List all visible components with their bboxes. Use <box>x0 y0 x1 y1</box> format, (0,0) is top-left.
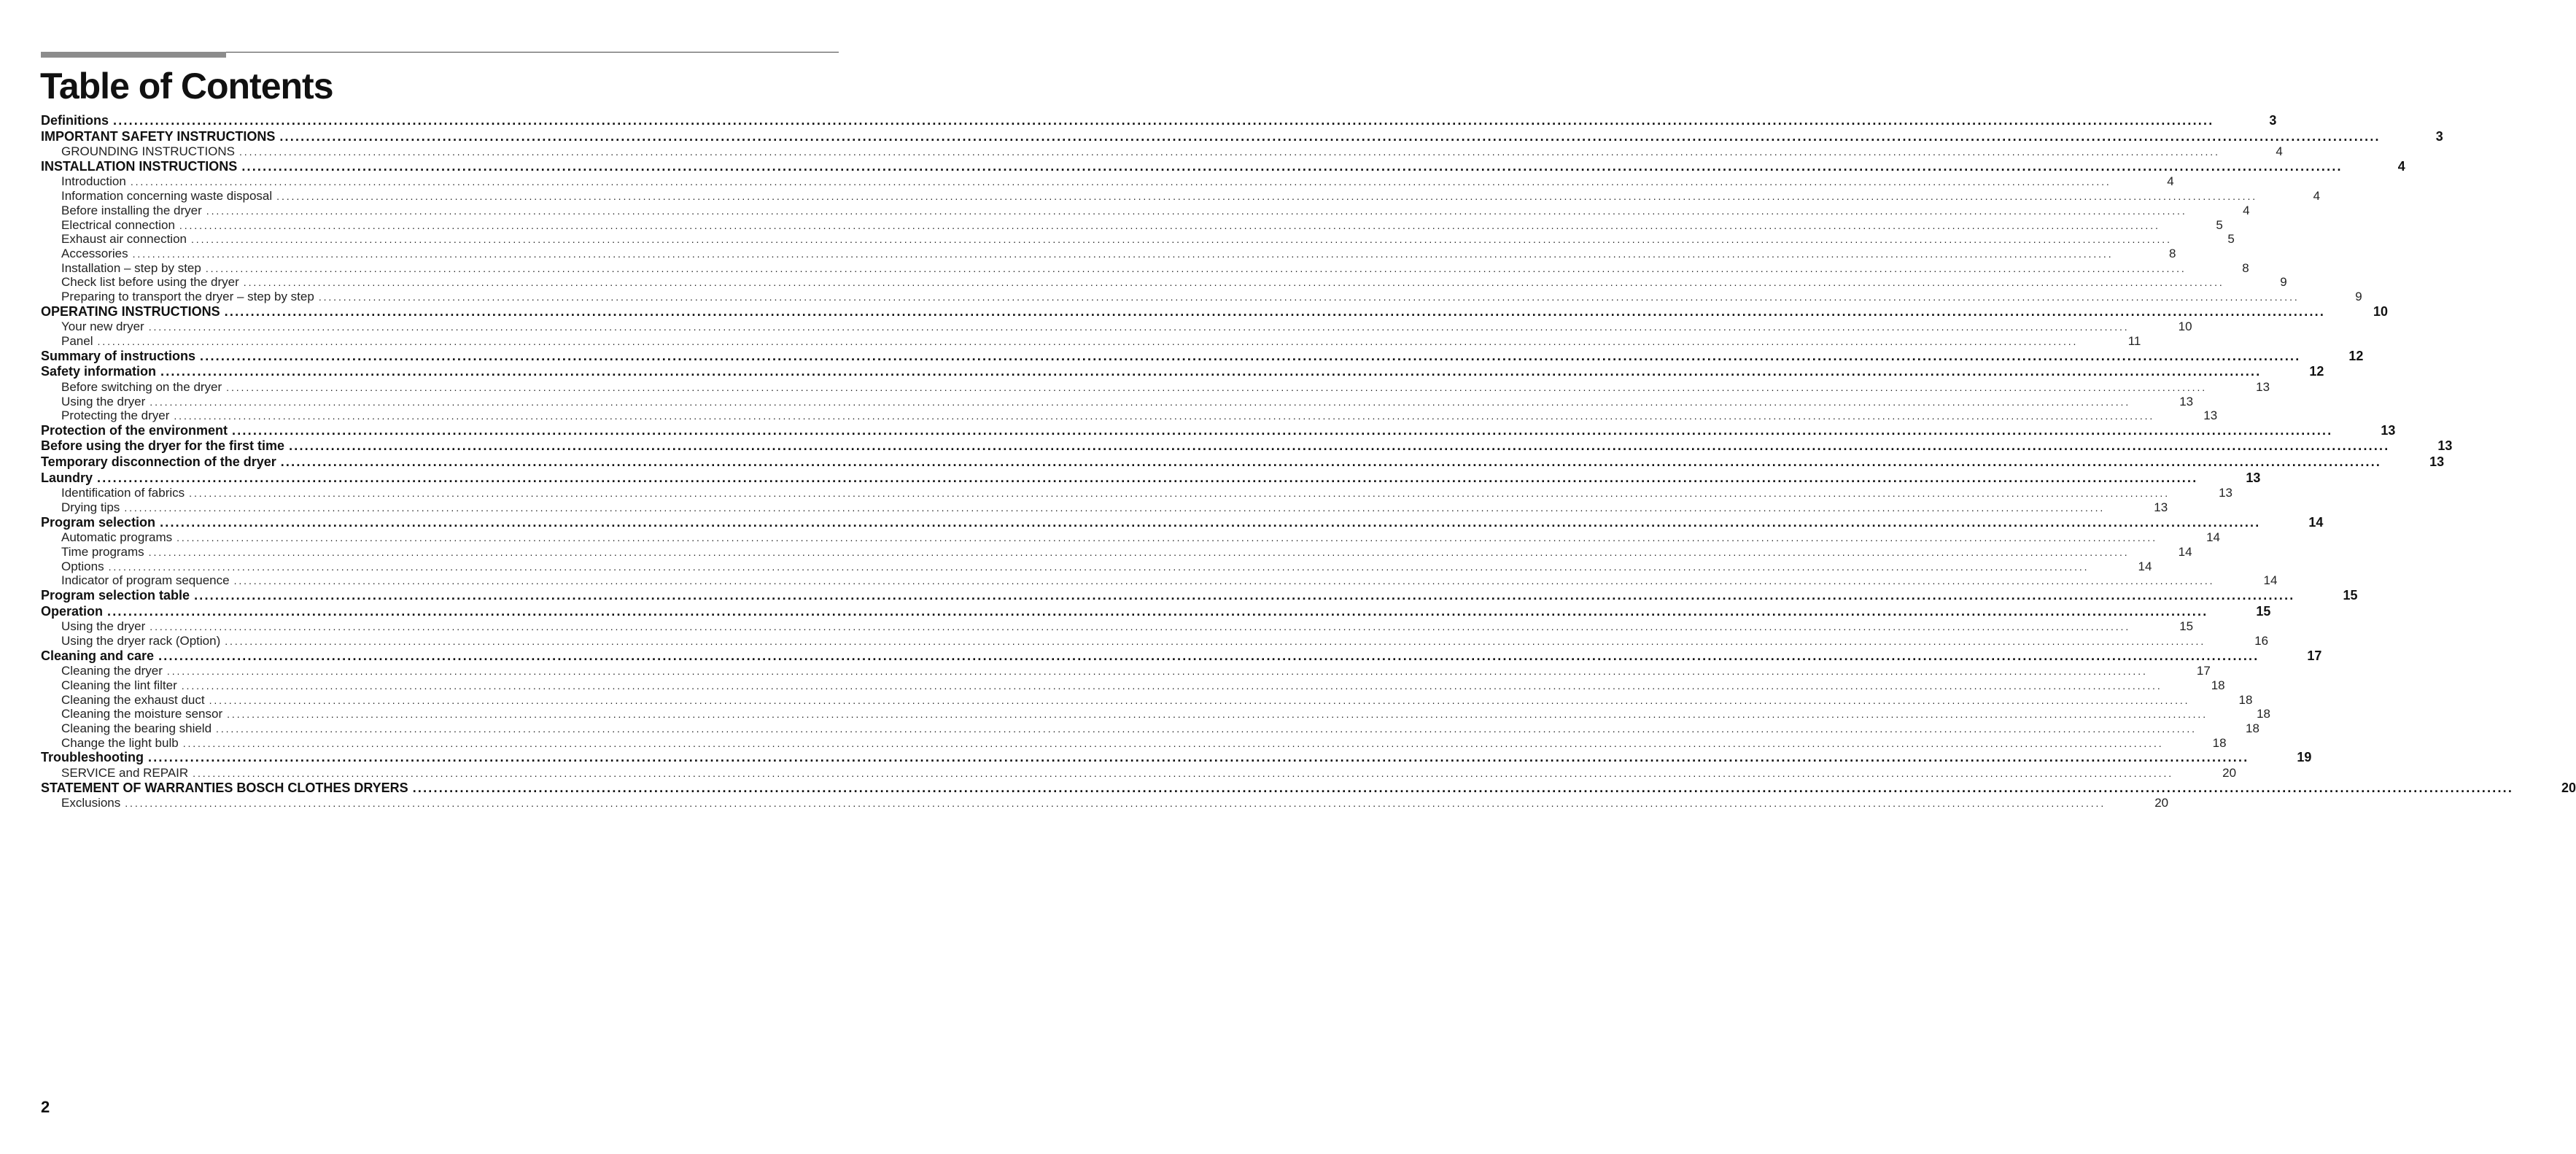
toc-subsection-entry <box>41 796 2169 810</box>
toc-section-entry <box>41 587 2358 604</box>
toc-dot-leader: ................................................................................................................................................................................................................................................................................................................................................................................................................ <box>224 303 2326 319</box>
page-number: 2 <box>41 1098 50 1116</box>
toc-entry-label: Laundry <box>41 470 93 485</box>
toc-subsection-entry <box>41 707 2270 721</box>
toc-dot-leader: ................................................................................................................................................................................................................................................................................................................................................................................................................ <box>174 410 2155 422</box>
toc-entry-label: Troubleshooting <box>41 750 144 765</box>
toc-entry-page: 14 <box>2263 573 2278 588</box>
toc-dot-leader: ................................................................................................................................................................................................................................................................................................................................................................................................................ <box>279 128 2381 144</box>
toc-entry-label: Cleaning the moisture sensor <box>61 707 223 721</box>
toc-entry-label: Information concerning waste disposal <box>61 189 273 204</box>
toc-dot-leader: ................................................................................................................................................................................................................................................................................................................................................................................................................ <box>179 219 2160 231</box>
top-accent-bar <box>41 52 226 58</box>
toc-section-entry <box>41 128 2443 145</box>
toc-entry-label: Exhaust air connection <box>61 232 187 247</box>
toc-entry-page: 13 <box>2429 454 2445 470</box>
toc-dot-leader: ................................................................................................................................................................................................................................................................................................................................................................................................................ <box>233 575 2215 587</box>
toc-entry-page: 8 <box>2242 260 2249 275</box>
toc-section-entry <box>41 348 2364 365</box>
toc-entry-label: Cleaning the lint filter <box>61 678 177 692</box>
toc-subsection-entry <box>41 203 2250 218</box>
toc-section-entry <box>41 438 2453 454</box>
toc-entry-page: 13 <box>2437 438 2453 454</box>
toc-dot-leader: ................................................................................................................................................................................................................................................................................................................................................................................................................ <box>206 204 2187 217</box>
toc-subsection-entry <box>41 232 2235 247</box>
toc-subsection-entry <box>41 260 2249 276</box>
toc-section-entry <box>41 780 2576 797</box>
toc-entry-label: Change the light bulb <box>61 735 179 750</box>
toc-entry-label: Using the dryer <box>61 619 146 634</box>
toc-subsection-entry <box>41 144 2283 159</box>
table-of-contents <box>41 113 2576 810</box>
toc-entry-page: 13 <box>2219 486 2233 500</box>
toc-subsection-entry <box>41 379 2270 395</box>
toc-dot-leader: ................................................................................................................................................................................................................................................................................................................................................................................................................ <box>241 158 2343 174</box>
toc-entry-page: 4 <box>2276 144 2283 159</box>
page-title: Table of Contents <box>40 66 333 107</box>
toc-dot-leader: ................................................................................................................................................................................................................................................................................................................................................................................................................ <box>176 532 2157 544</box>
toc-dot-leader: ................................................................................................................................................................................................................................................................................................................................................................................................................ <box>205 262 2187 274</box>
toc-subsection-entry <box>41 633 2269 648</box>
toc-dot-leader: ................................................................................................................................................................................................................................................................................................................................................................................................................ <box>158 648 2259 663</box>
toc-entry-label: Indicator of program sequence <box>61 573 230 588</box>
toc-entry-label: Temporary disconnection of the dryer <box>41 454 276 470</box>
toc-entry-page: 14 <box>2178 544 2192 559</box>
toc-dot-leader: ................................................................................................................................................................................................................................................................................................................................................................................................................ <box>193 767 2174 779</box>
toc-entry-page: 10 <box>2373 303 2389 319</box>
toc-section-entry <box>41 750 2312 766</box>
toc-subsection-entry <box>41 320 2192 334</box>
toc-entry-page: 13 <box>2154 500 2168 514</box>
toc-dot-leader: ................................................................................................................................................................................................................................................................................................................................................................................................................ <box>148 546 2130 558</box>
toc-dot-leader: ................................................................................................................................................................................................................................................................................................................................................................................................................ <box>289 438 2390 454</box>
toc-dot-leader: ................................................................................................................................................................................................................................................................................................................................................................................................................ <box>97 335 2079 347</box>
toc-entry-label: Drying tips <box>61 500 120 514</box>
toc-dot-leader: ................................................................................................................................................................................................................................................................................................................................................................................................................ <box>113 113 2214 128</box>
toc-entry-label: Program selection <box>41 514 156 530</box>
toc-entry-page: 18 <box>2257 707 2270 721</box>
toc-section-entry <box>41 648 2322 665</box>
toc-entry-page: 13 <box>2246 470 2261 485</box>
toc-dot-leader: ................................................................................................................................................................................................................................................................................................................................................................................................................ <box>166 665 2148 678</box>
toc-dot-leader: ................................................................................................................................................................................................................................................................................................................................................................................................................ <box>226 381 2208 393</box>
toc-entry-page: 3 <box>2269 113 2277 128</box>
toc-dot-leader: ................................................................................................................................................................................................................................................................................................................................................................................................................ <box>124 501 2106 514</box>
toc-entry-label: OPERATING INSTRUCTIONS <box>41 303 220 319</box>
toc-entry-page: 13 <box>2381 422 2396 438</box>
toc-dot-leader: ................................................................................................................................................................................................................................................................................................................................................................................................................ <box>194 587 2295 603</box>
toc-entry-label: Before switching on the dryer <box>61 379 222 394</box>
toc-entry-page: 14 <box>2138 559 2152 573</box>
toc-subsection-entry <box>41 692 2253 708</box>
toc-entry-page: 19 <box>2297 750 2312 765</box>
toc-subsection-entry <box>41 174 2174 189</box>
toc-section-entry <box>41 454 2445 470</box>
toc-subsection-entry <box>41 735 2227 751</box>
toc-dot-leader: ................................................................................................................................................................................................................................................................................................................................................................................................................ <box>318 290 2300 303</box>
toc-dot-leader: ................................................................................................................................................................................................................................................................................................................................................................................................................ <box>160 514 2261 530</box>
toc-entry-page: 11 <box>2127 333 2141 348</box>
toc-subsection-entry <box>41 289 2362 304</box>
toc-dot-leader: ................................................................................................................................................................................................................................................................................................................................................................................................................ <box>412 780 2514 795</box>
toc-dot-leader: ................................................................................................................................................................................................................................................................................................................................................................................................................ <box>239 146 2220 158</box>
toc-entry-page: 18 <box>2212 735 2227 750</box>
toc-entry-label: Cleaning the dryer <box>61 664 163 678</box>
toc-entry-page: 13 <box>2203 408 2218 423</box>
toc-dot-leader: ................................................................................................................................................................................................................................................................................................................................................................................................................ <box>280 454 2382 470</box>
toc-entry-label: Panel <box>61 333 93 348</box>
toc-dot-leader: ................................................................................................................................................................................................................................................................................................................................................................................................................ <box>150 395 2131 408</box>
toc-section-entry <box>41 113 2277 129</box>
toc-dot-leader: ................................................................................................................................................................................................................................................................................................................................................................................................................ <box>189 487 2170 500</box>
toc-dot-leader: ................................................................................................................................................................................................................................................................................................................................................................................................................ <box>107 603 2208 619</box>
toc-entry-page: 10 <box>2178 320 2192 334</box>
toc-entry-label: Cleaning and care <box>41 648 155 663</box>
toc-subsection-entry <box>41 217 2223 233</box>
toc-dot-leader: ................................................................................................................................................................................................................................................................................................................................................................................................................ <box>160 364 2262 379</box>
toc-subsection-entry <box>41 619 2194 634</box>
toc-entry-page: 18 <box>2211 678 2225 692</box>
toc-entry-label: Definitions <box>41 113 109 128</box>
toc-entry-label: Identification of fabrics <box>61 486 185 500</box>
toc-dot-leader: ................................................................................................................................................................................................................................................................................................................................................................................................................ <box>227 708 2208 721</box>
toc-subsection-entry <box>41 678 2225 693</box>
toc-entry-page: 14 <box>2206 530 2220 545</box>
toc-subsection-entry <box>41 573 2278 588</box>
toc-entry-label: Summary of instructions <box>41 348 196 363</box>
toc-entry-page: 20 <box>2222 765 2237 780</box>
toc-entry-page: 15 <box>2343 587 2358 603</box>
toc-section-entry <box>41 422 2396 439</box>
toc-dot-leader: ................................................................................................................................................................................................................................................................................................................................................................................................................ <box>209 694 2190 706</box>
toc-entry-page: 17 <box>2196 664 2211 678</box>
toc-dot-leader: ................................................................................................................................................................................................................................................................................................................................................................................................................ <box>132 247 2114 260</box>
toc-entry-page: 18 <box>2238 692 2253 707</box>
toc-entry-page: 4 <box>2243 203 2250 217</box>
toc-entry-label: Electrical connection <box>61 217 175 232</box>
toc-subsection-entry <box>41 544 2192 559</box>
toc-subsection-entry <box>41 189 2321 204</box>
toc-entry-label: Your new dryer <box>61 320 144 334</box>
toc-subsection-entry <box>41 664 2211 678</box>
toc-dot-leader: ................................................................................................................................................................................................................................................................................................................................................................................................................ <box>181 679 2162 692</box>
toc-subsection-entry <box>41 486 2233 500</box>
toc-entry-page: 5 <box>2216 217 2223 232</box>
toc-subsection-entry <box>41 500 2168 515</box>
toc-dot-leader: ................................................................................................................................................................................................................................................................................................................................................................................................................ <box>243 276 2224 289</box>
toc-entry-label: Time programs <box>61 544 144 559</box>
toc-entry-page: 3 <box>2435 128 2443 144</box>
toc-entry-page: 16 <box>2254 633 2269 648</box>
toc-entry-page: 14 <box>2308 514 2324 530</box>
toc-entry-page: 4 <box>2397 158 2405 174</box>
toc-entry-page: 17 <box>2307 648 2322 663</box>
toc-dot-leader: ................................................................................................................................................................................................................................................................................................................................................................................................................ <box>200 348 2301 363</box>
toc-entry-label: Safety information <box>41 364 157 379</box>
toc-entry-label: Accessories <box>61 246 128 260</box>
toc-entry-page: 18 <box>2245 721 2259 735</box>
toc-entry-label: Cleaning the bearing shield <box>61 721 212 735</box>
toc-entry-page: 12 <box>2348 348 2364 363</box>
toc-subsection-entry <box>41 408 2218 423</box>
toc-section-entry <box>41 470 2261 487</box>
toc-dot-leader: ................................................................................................................................................................................................................................................................................................................................................................................................................ <box>276 190 2258 203</box>
toc-subsection-entry <box>41 275 2287 290</box>
toc-entry-page: 4 <box>2167 174 2174 189</box>
toc-subsection-entry <box>41 559 2152 574</box>
toc-entry-label: Installation – step by step <box>61 260 201 275</box>
toc-subsection-entry <box>41 721 2259 736</box>
toc-entry-page: 9 <box>2280 275 2287 290</box>
toc-subsection-entry <box>41 765 2237 781</box>
toc-dot-leader: ................................................................................................................................................................................................................................................................................................................................................................................................................ <box>125 797 2106 810</box>
toc-entry-label: Cleaning the exhaust duct <box>61 692 205 707</box>
toc-section-entry <box>41 158 2405 175</box>
toc-entry-label: Introduction <box>61 174 126 189</box>
toc-entry-label: Exclusions <box>61 796 121 810</box>
toc-entry-label: Using the dryer rack (Option) <box>61 633 221 648</box>
toc-entry-label: Protection of the environment <box>41 422 228 438</box>
toc-entry-page: 20 <box>2561 780 2576 795</box>
toc-dot-leader: ................................................................................................................................................................................................................................................................................................................................................................................................................ <box>148 750 2249 765</box>
toc-entry-label: IMPORTANT SAFETY INSTRUCTIONS <box>41 128 276 144</box>
toc-entry-page: 12 <box>2309 364 2324 379</box>
toc-dot-leader: ................................................................................................................................................................................................................................................................................................................................................................................................................ <box>191 233 2172 246</box>
toc-dot-leader: ................................................................................................................................................................................................................................................................................................................................................................................................................ <box>225 635 2206 647</box>
toc-subsection-entry <box>41 333 2141 349</box>
toc-entry-label: Before installing the dryer <box>61 203 202 217</box>
toc-entry-page: 15 <box>2179 619 2194 634</box>
toc-entry-page: 5 <box>2227 232 2235 247</box>
toc-entry-label: SERVICE and REPAIR <box>61 765 189 780</box>
toc-entry-page: 4 <box>2313 189 2321 204</box>
toc-dot-leader: ................................................................................................................................................................................................................................................................................................................................................................................................................ <box>216 722 2197 735</box>
toc-entry-page: 9 <box>2355 289 2362 303</box>
toc-section-entry <box>41 514 2324 531</box>
toc-entry-label: Options <box>61 559 104 573</box>
toc-dot-leader: ................................................................................................................................................................................................................................................................................................................................................................................................................ <box>108 560 2090 573</box>
toc-entry-page: 13 <box>2179 394 2194 408</box>
toc-entry-label: GROUNDING INSTRUCTIONS <box>61 144 235 159</box>
toc-subsection-entry <box>41 530 2220 545</box>
toc-entry-label: Operation <box>41 603 104 619</box>
toc-dot-leader: ................................................................................................................................................................................................................................................................................................................................................................................................................ <box>150 621 2131 633</box>
toc-dot-leader: ................................................................................................................................................................................................................................................................................................................................................................................................................ <box>182 737 2164 749</box>
toc-dot-leader: ................................................................................................................................................................................................................................................................................................................................................................................................................ <box>148 321 2130 333</box>
toc-entry-label: Preparing to transport the dryer – step by step <box>61 289 314 303</box>
toc-entry-label: Using the dryer <box>61 394 146 408</box>
toc-section-entry <box>41 364 2324 380</box>
toc-entry-page: 15 <box>2256 603 2271 619</box>
toc-section-entry <box>41 603 2271 620</box>
toc-entry-label: STATEMENT OF WARRANTIES BOSCH CLOTHES DRYERS <box>41 780 408 795</box>
toc-entry-label: Check list before using the dryer <box>61 275 239 290</box>
toc-subsection-entry <box>41 246 2176 261</box>
toc-dot-leader: ................................................................................................................................................................................................................................................................................................................................................................................................................ <box>232 422 2333 438</box>
toc-entry-page: 20 <box>2154 796 2169 810</box>
toc-entry-page: 8 <box>2169 246 2176 260</box>
toc-entry-page: 13 <box>2256 379 2270 394</box>
toc-subsection-entry <box>41 394 2194 409</box>
toc-entry-label: Before using the dryer for the first time <box>41 438 285 454</box>
toc-entry-label: Automatic programs <box>61 530 173 545</box>
toc-dot-leader: ................................................................................................................................................................................................................................................................................................................................................................................................................ <box>97 470 2198 485</box>
toc-dot-leader: ................................................................................................................................................................................................................................................................................................................................................................................................................ <box>130 176 2111 188</box>
toc-entry-label: INSTALLATION INSTRUCTIONS <box>41 158 238 174</box>
toc-entry-label: Protecting the dryer <box>61 408 170 423</box>
toc-section-entry <box>41 303 2389 320</box>
toc-entry-label: Program selection table <box>41 587 190 603</box>
